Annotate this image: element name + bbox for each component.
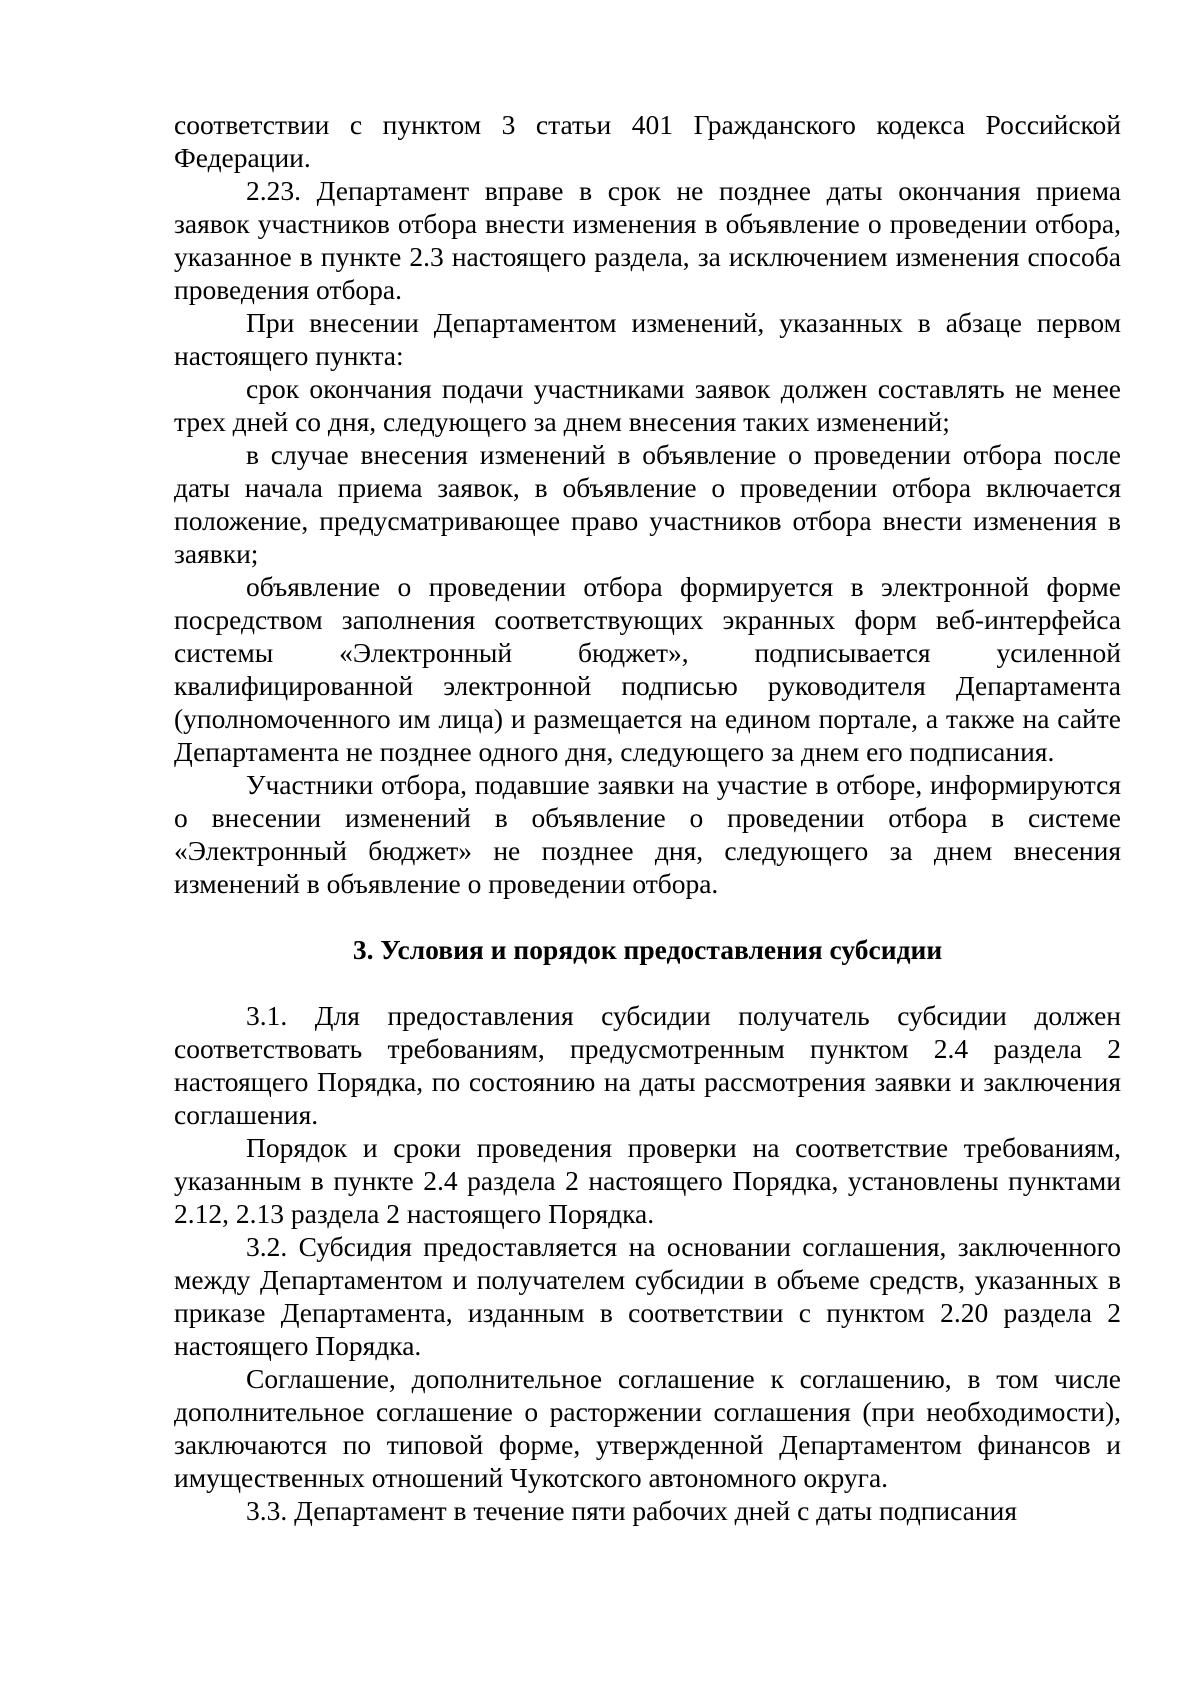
document-body xyxy=(174,108,1121,1527)
paragraph-agreement-form: Соглашение, дополнительное соглашение к соглашению, в том числе дополнительное соглашение о расторжении соглашения (при необходимости), заключаются по типовой форме, утвержденной Департаментом финансов и имущественных отношений Чукотского автономного округа. xyxy=(174,1363,1121,1493)
paragraph-changes-after-start: в случае внесения изменений в объявление о проведении отбора после даты начала приема заявок, в объявление о проведении отбора включается положение, предусматривающее право участников отбора внести изменения в заявки; xyxy=(174,439,1121,569)
section-heading: 3. Условия и порядок предоставления субсидии xyxy=(352,934,943,965)
paragraph-3-1: 3.1. Для предоставления субсидии получатель субсидии должен соответствовать требованиям, предусмотренным пунктом 2.4 раздела 2 настоящего Порядка, по состоянию на даты рассмотрения заявки и заключения соглашения. xyxy=(174,1000,1121,1130)
paragraph-2-23: 2.23. Департамент вправе в срок не позднее даты окончания приема заявок участников отбора внести изменения в объявление о проведении отбора, указанное в пункте 2.3 настоящего раздела, за исключением изменения способа проведения отбора. xyxy=(174,175,1121,305)
paragraph-deadline: срок окончания подачи участниками заявок должен составлять не менее трех дней со дня, следующего за днем внесения таких изменений; xyxy=(174,373,1121,437)
paragraph-3-2: 3.2. Субсидия предоставляется на основании соглашения, заключенного между Департаментом и получателем субсидии в объеме средств, указанных в приказе Департамента, изданным в соответствии с пунктом 2.20 раздела 2 настоящего Порядка. xyxy=(174,1231,1121,1361)
paragraph-electronic-form: объявление о проведении отбора формируется в электронной форме посредством заполнения соответствующих экранных форм веб-интерфейса системы «Электронный бюджет», подписывается усиленной квалифицированной электронной подписью руководителя Департамента (уполномоченного им лица) и размещается на едином портале, а также на сайте Департамента не позднее одного дня, следующего за днем его подписания. xyxy=(174,571,1121,767)
paragraph-participants-informed: Участники отбора, подавшие заявки на участие в отборе, информируются о внесении изменений в объявление о проведении отбора в системе «Электронный бюджет» не позднее дня, следующего за днем внесения изменений в объявление о проведении отбора. xyxy=(174,769,1121,899)
paragraph-continuation: соответствии с пунктом 3 статьи 401 Гражданского кодекса Российской Федерации. xyxy=(174,109,1121,173)
paragraph-check-procedure: Порядок и сроки проведения проверки на соответствие требованиям, указанным в пункте 2.4 раздела 2 настоящего Порядка, установлены пунктами 2.12, 2.13 раздела 2 настоящего Порядка. xyxy=(174,1132,1121,1229)
paragraph-3-3: 3.3. Департамент в течение пяти рабочих дней с даты подписания xyxy=(246,1495,1017,1526)
paragraph-changes-intro: При внесении Департаментом изменений, указанных в абзаце первом настоящего пункта: xyxy=(174,307,1121,371)
